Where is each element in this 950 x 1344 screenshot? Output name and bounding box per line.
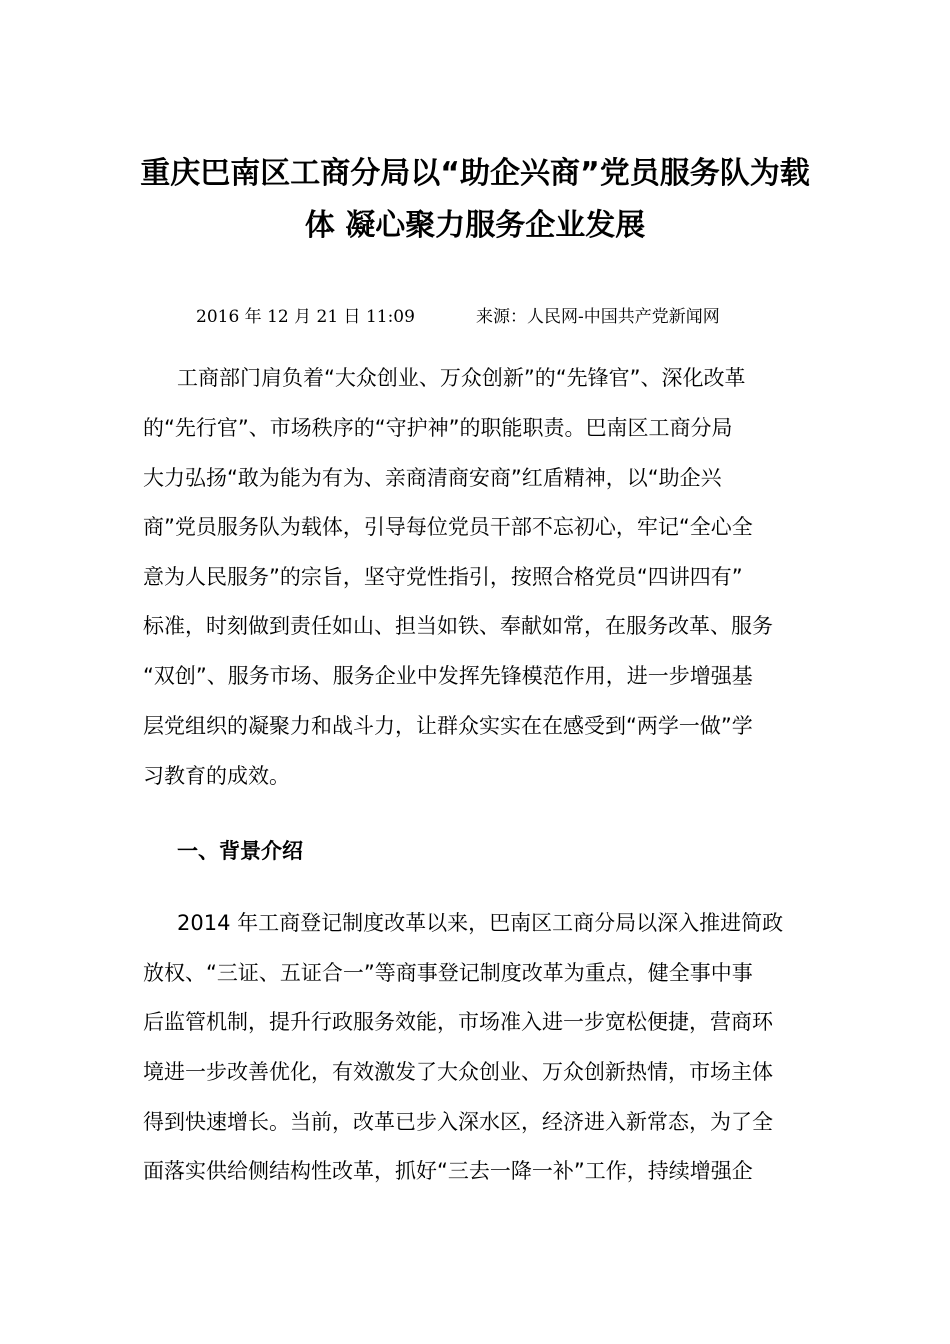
paragraph-1-line: 工商部门肩负着“大众创业、万众创新”的“先锋官”、深化改革	[177, 366, 746, 390]
paragraph-2-line: 2014 年工商登记制度改革以来，巴南区工商分局以深入推进简政	[177, 911, 784, 935]
paragraph-1-line: 习教育的成效。	[143, 764, 290, 788]
paragraph-2-line: 境进一步改善优化，有效激发了大众创业、万众创新热情，市场主体	[143, 1060, 773, 1084]
paragraph-2-line: 得到快速增长。当前，改革已步入深水区，经济进入新常态，为了全	[143, 1110, 773, 1134]
paragraph-1-line: 层党组织的凝聚力和战斗力，让群众实实在在感受到“两学一做”学	[143, 714, 753, 738]
article-source: 来源：人民网-中国共产党新闻网	[476, 307, 720, 327]
paragraph-1-line: 的“先行官”、市场秩序的“守护神”的职能职责。巴南区工商分局	[143, 416, 733, 440]
paragraph-1-line: 商”党员服务队为载体，引导每位党员干部不忘初心，牢记“全心全	[143, 515, 753, 539]
paragraph-1-line: 标准，时刻做到责任如山、担当如铁、奉献如常，在服务改革、服务	[143, 614, 773, 638]
section-heading-background: 一、背景介绍	[177, 839, 303, 863]
article-date: 2016 年 12 月 21 日 11:09	[196, 307, 415, 327]
paragraph-1-line: “双创”、服务市场、服务企业中发挥先锋模范作用，进一步增强基	[143, 664, 753, 688]
article-title-line-1: 重庆巴南区工商分局以“助企兴商”党员服务队为载	[140, 156, 810, 191]
paragraph-1-line: 大力弘扬“敢为能为有为、亲商清商安商”红盾精神，以“助企兴	[143, 466, 722, 490]
article-title-line-2: 体 凝心聚力服务企业发展	[304, 208, 646, 243]
paragraph-2-line: 面落实供给侧结构性改革，抓好“三去一降一补”工作，持续增强企	[143, 1159, 753, 1183]
paragraph-2-line: 放权、“三证、五证合一”等商事登记制度改革为重点，健全事中事	[143, 961, 753, 985]
paragraph-2-line: 后监管机制，提升行政服务效能，市场准入进一步宽松便捷，营商环	[143, 1010, 773, 1034]
paragraph-1-line: 意为人民服务”的宗旨，坚守党性指引，按照合格党员“四讲四有”	[143, 565, 743, 589]
